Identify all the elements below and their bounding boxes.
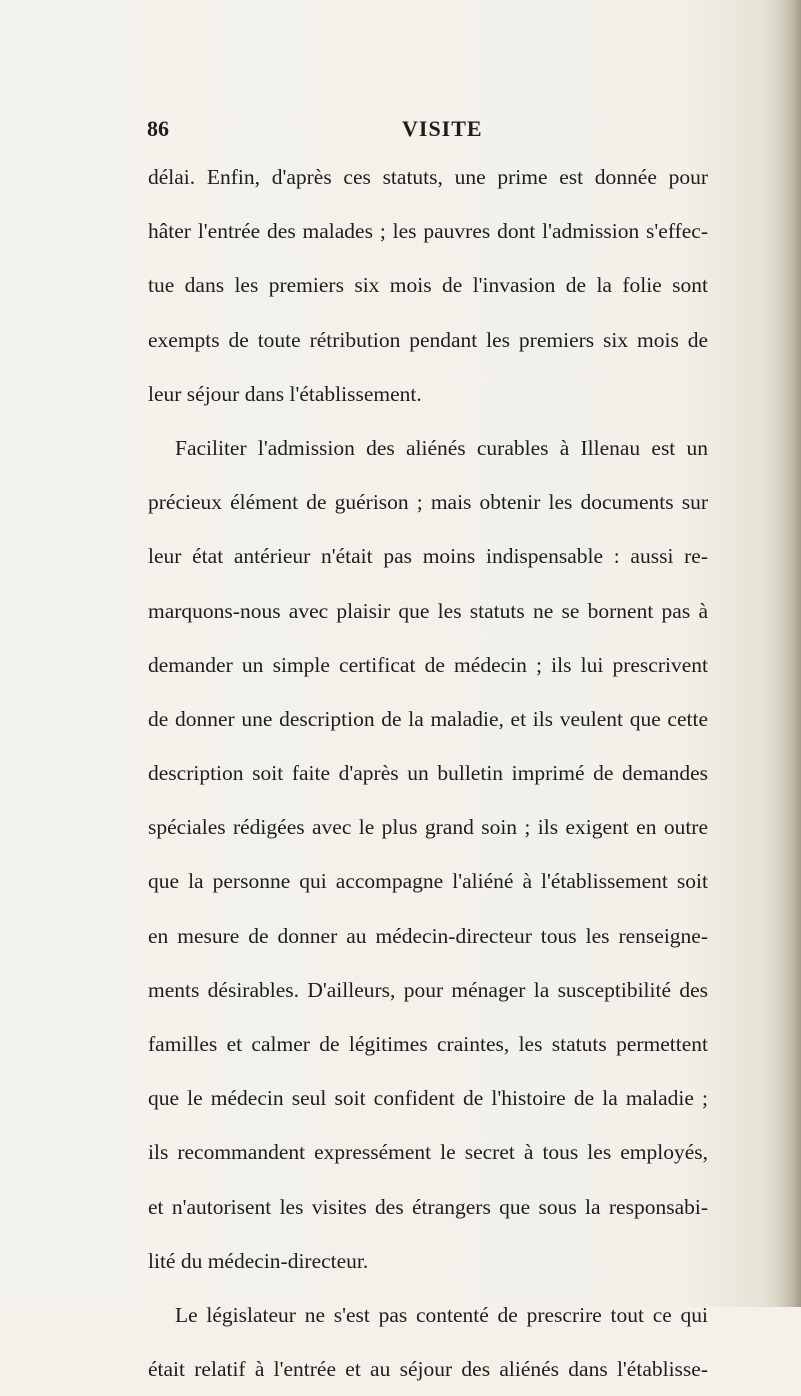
text-line: délai. Enfin, d'après ces statuts, une prime est donnée pour [148,165,708,189]
text-line: et n'autorisent les visites des étrangers que sous la responsabi- [148,1194,708,1219]
text-line: spéciales rédigées avec le plus grand soin ; ils exigent en outre [148,815,708,840]
text-line: ments désirables. D'ailleurs, pour ménager la susceptibilité des [148,977,708,1002]
text-line: de donner une description de la maladie, et ils veulent que cette [148,706,708,731]
body-text [148,150,708,1396]
text-line: leur état antérieur n'était pas moins indispensable : aussi re- [148,544,708,569]
text-line: que la personne qui accompagne l'aliéné à l'établissement soit [148,869,708,894]
running-head: VISITE [402,116,483,141]
text-line: leur séjour dans l'établissement. [148,381,422,406]
text-line: ils recommandent expressément le secret à tous les employés, [148,1140,708,1165]
page-edge-shadow [775,0,801,1307]
text-line: marquons-nous avec plaisir que les statuts ne se bornent pas à [148,598,708,623]
text-line: hâter l'entrée des malades ; les pauvres dont l'admission s'effec- [148,219,708,244]
text-line: que le médecin seul soit confident de l'histoire de la maladie ; [148,1086,708,1111]
text-line: tue dans les premiers six mois de l'invasion de la folie sont [148,273,708,298]
text-line: en mesure de donner au médecin-directeur tous les renseigne- [148,923,708,948]
text-line: précieux élément de guérison ; mais obtenir les documents sur [148,490,708,515]
text-line: exempts de toute rétribution pendant les premiers six mois de [148,327,708,352]
text-line: lité du médecin-directeur. [148,1248,369,1273]
text-line: Le législateur ne s'est pas contenté de prescrire tout ce qui [175,1302,708,1327]
text-line: demander un simple certificat de médecin ; ils lui prescrivent [148,652,708,677]
page-header [147,116,527,146]
page-number: 86 [147,116,169,141]
text-line: était relatif à l'entrée et au séjour des aliénés dans l'établisse- [148,1357,708,1382]
text-line: Faciliter l'admission des aliénés curables à Illenau est un [175,435,708,460]
text-line: description soit faite d'après un bulletin imprimé de demandes [148,761,708,786]
text-line: familles et calmer de légitimes craintes, les statuts permettent [148,1032,708,1056]
